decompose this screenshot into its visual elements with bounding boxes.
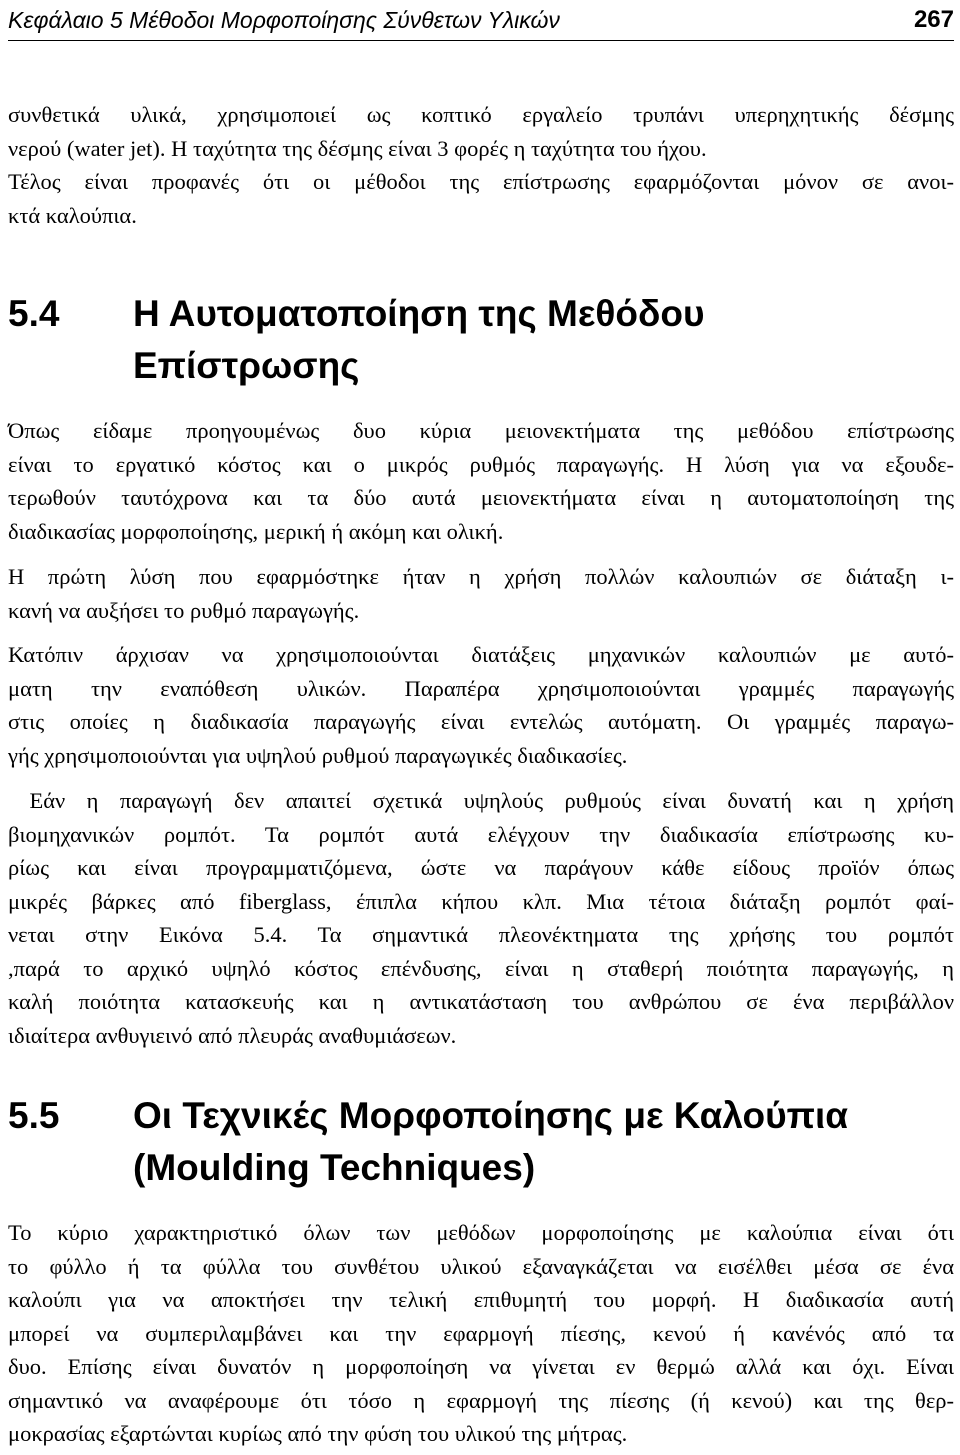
text-line: ρίως και είναι προγραμματιζόμενα, ώστε να παράγουν κάθε είδους προϊόν όπως [8, 855, 954, 880]
text-line: διαδικασίας μορφοποίησης, μερική ή ακόμη και ολική. [8, 518, 504, 544]
text-line: Εάν η παραγωγή δεν απαιτεί σχετικά υψηλούς ρυθμούς είναι δυνατή και η χρήση [8, 788, 954, 813]
text-line: μοκρασίας εξαρτώνται κυρίως από την φύση του υλικού της μήτρας. [8, 1421, 628, 1446]
text-line: κτά καλούπια. [8, 202, 137, 228]
section-title-line: (Moulding Techniques) [133, 1147, 536, 1188]
text-line: δυο. Επίσης είναι δυνατόν η μορφοποίηση να γίνεται εν θερμώ αλλά και όχι. Είναι [8, 1354, 954, 1379]
section-heading-5-5 [8, 1090, 954, 1194]
text-line: Κατόπιν άρχισαν να χρησιμοποιούνται διατάξεις μηχανικών καλουπιών με αυτό- [8, 642, 954, 667]
text-line: Η πρώτη λύση που εφαρμόστηκε ήταν η χρήση πολλών καλουπιών σε διάταξη ι- [8, 564, 954, 589]
text-line: Τέλος είναι προφανές ότι οι μέθοδοι της επίστρωσης εφαρμόζονται μόνον σε ανοι- [8, 169, 954, 194]
page-number: 267 [913, 6, 954, 33]
section-title [133, 1090, 848, 1194]
text-line: είναι το εργατικό κόστος και ο μικρός ρυθμός παραγωγής. Η λύση για να εξουδε- [8, 451, 954, 477]
chapter-title: Κεφάλαιο 5 Μέθοδοι Μορφοποίησης Σύνθετων Υλικών [8, 6, 560, 33]
section-heading-5-4 [8, 288, 954, 392]
text-line: μικρές βάρκες από fiberglass, έπιπλα κήπου κλπ. Μια τέτοια διάταξη ρομπότ φαί- [8, 888, 954, 914]
text-line: Το κύριο χαρακτηριστικό όλων των μεθόδων μορφοποίησης με καλούπια είναι ότι [8, 1220, 954, 1245]
text-line: Όπως είδαμε προηγουμένως δυο κύρια μειονεκτήματα της μεθόδου επίστρωσης [8, 418, 954, 443]
section-title-line: Οι Τεχνικές Μορφοποίησης με Καλούπια [133, 1095, 849, 1136]
paragraph-5-5-1 [8, 1216, 954, 1451]
text-line: γής χρησιμοποιούνται για υψηλού ρυθμού παραγωγικές διαδικασίες. [8, 742, 628, 768]
text-line: νεται στην Εικόνα 5.4. Τα σημαντικά πλεονέκτηματα της χρήσης του ρομπότ [8, 922, 954, 947]
text-line: σημαντικό να αναφέρουμε ότι τόσο η εφαρμογή της πίεσης (ή κενού) και της θερ- [8, 1387, 954, 1413]
paragraph-5-4-3 [8, 638, 954, 772]
section-title-line: Η Αυτοματοποίηση της Μεθόδου [133, 293, 705, 334]
text-line: καλή ποιότητα κατασκευής και η αντικατάσταση του ανθρώπου σε ένα περιβάλλον [8, 989, 954, 1014]
text-line: στις οποίες η διαδικασία παραγωγής είναι εντελώς αυτόματη. Οι γραμμές παραγω- [8, 709, 954, 734]
text-line: το φύλλο ή τα φύλλα του συνθέτου υλικού εξαναγκάζεται να εισέλθει μέσα σε ένα [8, 1253, 954, 1279]
text-line: ,παρά το αρχικό υψηλό κόστος επένδυσης, είναι η σταθερή ποιότητα παραγωγής, η [8, 955, 954, 981]
text-line: καλούπι για να αποκτήσει την τελική επιθυμητή του μορφή. Η διαδικασία αυτή [8, 1287, 954, 1312]
text-line: βιομηχανικών ρομπότ. Τα ρομπότ αυτά ελέγχουν την διαδικασία επίστρωσης κυ- [8, 821, 954, 847]
text-line: μπορεί να συμπεριλαμβάνει και την εφαρμογή πίεσης, κενού ή κανένός από τα [8, 1320, 954, 1346]
intro-paragraph [8, 98, 954, 232]
section-number: 5.5 [8, 1095, 60, 1136]
section-title-line: Επίστρωσης [133, 345, 360, 386]
paragraph-5-4-4 [8, 784, 954, 1052]
text-line: κανή να αυξήσει το ρυθμό παραγωγής. [8, 597, 360, 623]
text-line: ιδιαίτερα ανθυγιεινό από πλευράς αναθυμιάσεων. [8, 1022, 457, 1048]
section-number: 5.4 [8, 293, 60, 334]
section-title [133, 288, 705, 392]
text-line: συνθετικά υλικά, χρησιμοποιεί ως κοπτικό εργαλείο τρυπάνι υπερηχητικής δέσμης [8, 102, 954, 127]
text-line: νερού (water jet). Η ταχύτητα της δέσμης είναι 3 φορές η ταχύτητα του ήχου. [8, 135, 707, 161]
text-line: ματη την εναπόθεση υλικών. Παραπέρα χρησιμοποιούνται γραμμές παραγωγής [8, 675, 954, 701]
paragraph-5-4-2 [8, 560, 954, 627]
paragraph-5-4-1 [8, 414, 954, 548]
page-header [8, 0, 954, 41]
text-line: τερωθούν ταυτόχρονα και τα δύο αυτά μειονεκτήματα είναι η αυτοματοποίηση της [8, 485, 954, 510]
